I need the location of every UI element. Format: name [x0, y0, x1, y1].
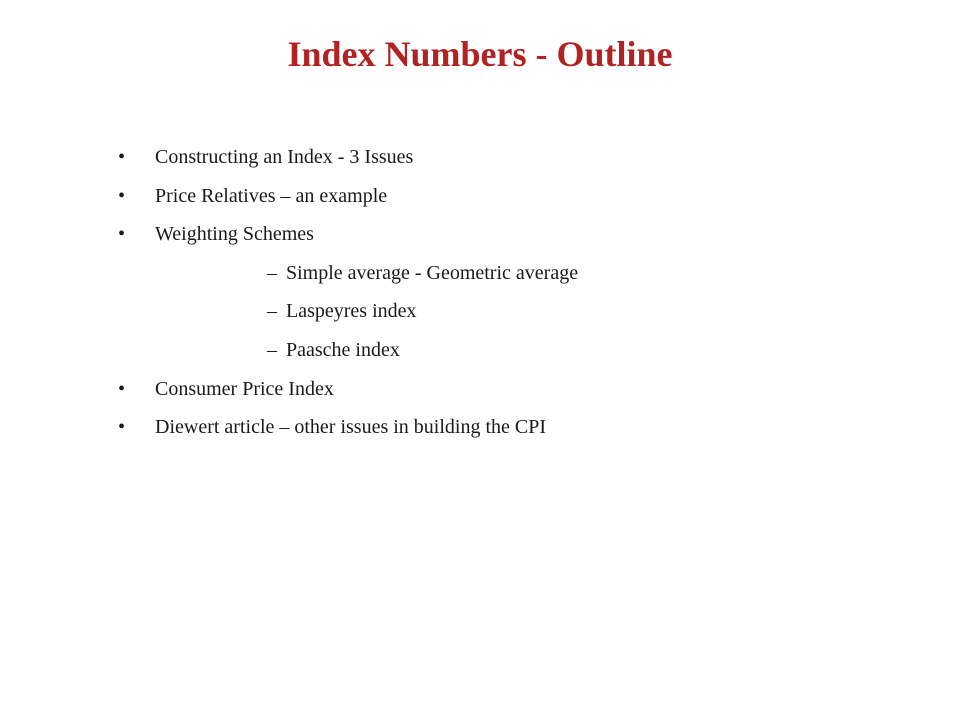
sub-list-item-text: Simple average - Geometric average [286, 261, 579, 284]
list-item-text: Consumer Price Index [155, 377, 334, 400]
list-item-text: Diewert article – other issues in building the CPI [155, 416, 547, 439]
sub-list-item [118, 254, 578, 293]
dash-marker: – [267, 300, 277, 323]
bullet-marker: • [118, 377, 126, 400]
outline-list [118, 138, 578, 447]
sub-list-item-text: Laspeyres index [286, 300, 417, 323]
sub-list-item-text: Paasche index [286, 338, 400, 361]
bullet-marker: • [118, 223, 126, 246]
bullet-marker: • [118, 146, 126, 168]
bullet-marker: • [118, 184, 126, 207]
slide-title: Index Numbers - Outline [287, 34, 673, 74]
list-item-text: Price Relatives – an example [155, 184, 388, 207]
sub-list-item [118, 292, 578, 331]
list-item [118, 370, 578, 409]
list-item [118, 215, 578, 254]
list-item [118, 138, 578, 177]
dash-marker: – [267, 261, 277, 284]
sub-list-item [118, 331, 578, 370]
list-item [118, 177, 578, 216]
list-item [118, 408, 578, 447]
list-item-text: Constructing an Index - 3 Issues [155, 146, 414, 168]
dash-marker: – [267, 338, 277, 361]
bullet-marker: • [118, 416, 126, 439]
list-item-text: Weighting Schemes [155, 223, 314, 246]
